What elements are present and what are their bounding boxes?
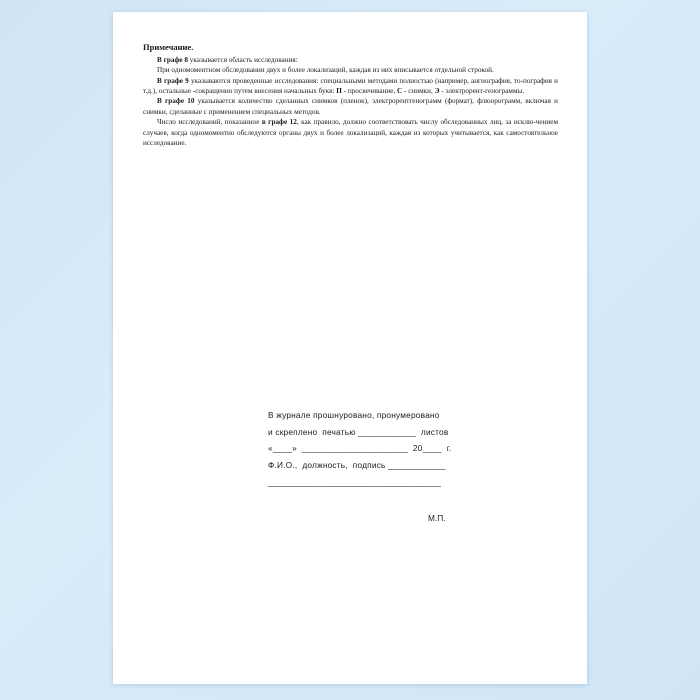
note-paragraph-4-text: указывается количество сделанных снимков (пленок), электрорентгенограмм (формат), флюорограмм, включая и снимки, сделанные с применением специальных методов.	[143, 97, 559, 116]
note-paragraph-1	[143, 55, 558, 65]
note-paragraph-1-text: указывается область исследования:	[189, 55, 298, 64]
note-paragraph-4	[143, 96, 558, 117]
certification-block	[268, 407, 568, 523]
note-paragraph-3-text-b: - просвечивание,	[341, 86, 398, 95]
certification-signature-line: Ф.И.О., должность, подпись ____________	[268, 459, 446, 470]
note-paragraph-5	[143, 117, 558, 148]
note-title: Примечание.	[143, 42, 194, 52]
note-ref-graph-9: В графе 9	[157, 76, 189, 85]
document-page	[113, 12, 587, 684]
note-paragraph-2: При одномоментном обследовании двух и более локализаций, каждая из них вписывается отдельной строкой.	[157, 66, 494, 75]
note-paragraph-5-text-b: , как правило, должно соответствовать числу обследованных лиц, за исклю-чением случаев, когда одномоментно обследуются органы двух и более локализаций, каждая из которых учитывается, как самостоятельное исследование.	[143, 118, 558, 148]
certification-line-1: В журнале прошнуровано, пронумеровано	[268, 410, 440, 420]
stamp-placeholder: М.П.	[428, 513, 446, 524]
note-ref-graph-8: В графе 8	[157, 55, 188, 64]
note-paragraph-5-text-a: Число исследований, показанное	[157, 118, 262, 127]
note-abbr-e: Э	[434, 86, 440, 95]
note-ref-graph-12: в графе 12	[261, 118, 297, 127]
certification-date-line: «____» ______________________ 20____ г.	[268, 443, 452, 454]
note-abbr-s: С	[397, 86, 403, 95]
note-abbr-p: П	[336, 86, 342, 95]
certification-line-2: и скреплено печатью ____________ листов	[268, 426, 449, 437]
note-paragraph-3	[143, 76, 558, 97]
note-section	[143, 42, 558, 149]
signature-rule: ________________________________________	[268, 477, 441, 488]
note-paragraph-3-text: указываются проведенные исследования: специальными методами полностью (например, ангиография, то-пография и т.д.), остальные -сокращенно путем внесения начальных букв:	[143, 76, 559, 95]
note-paragraph-3-text-c: - снимки,	[402, 86, 435, 95]
note-ref-graph-10: В графе 10	[157, 97, 195, 106]
note-paragraph-3-text-d: - электрорент-генограммы.	[439, 86, 525, 95]
